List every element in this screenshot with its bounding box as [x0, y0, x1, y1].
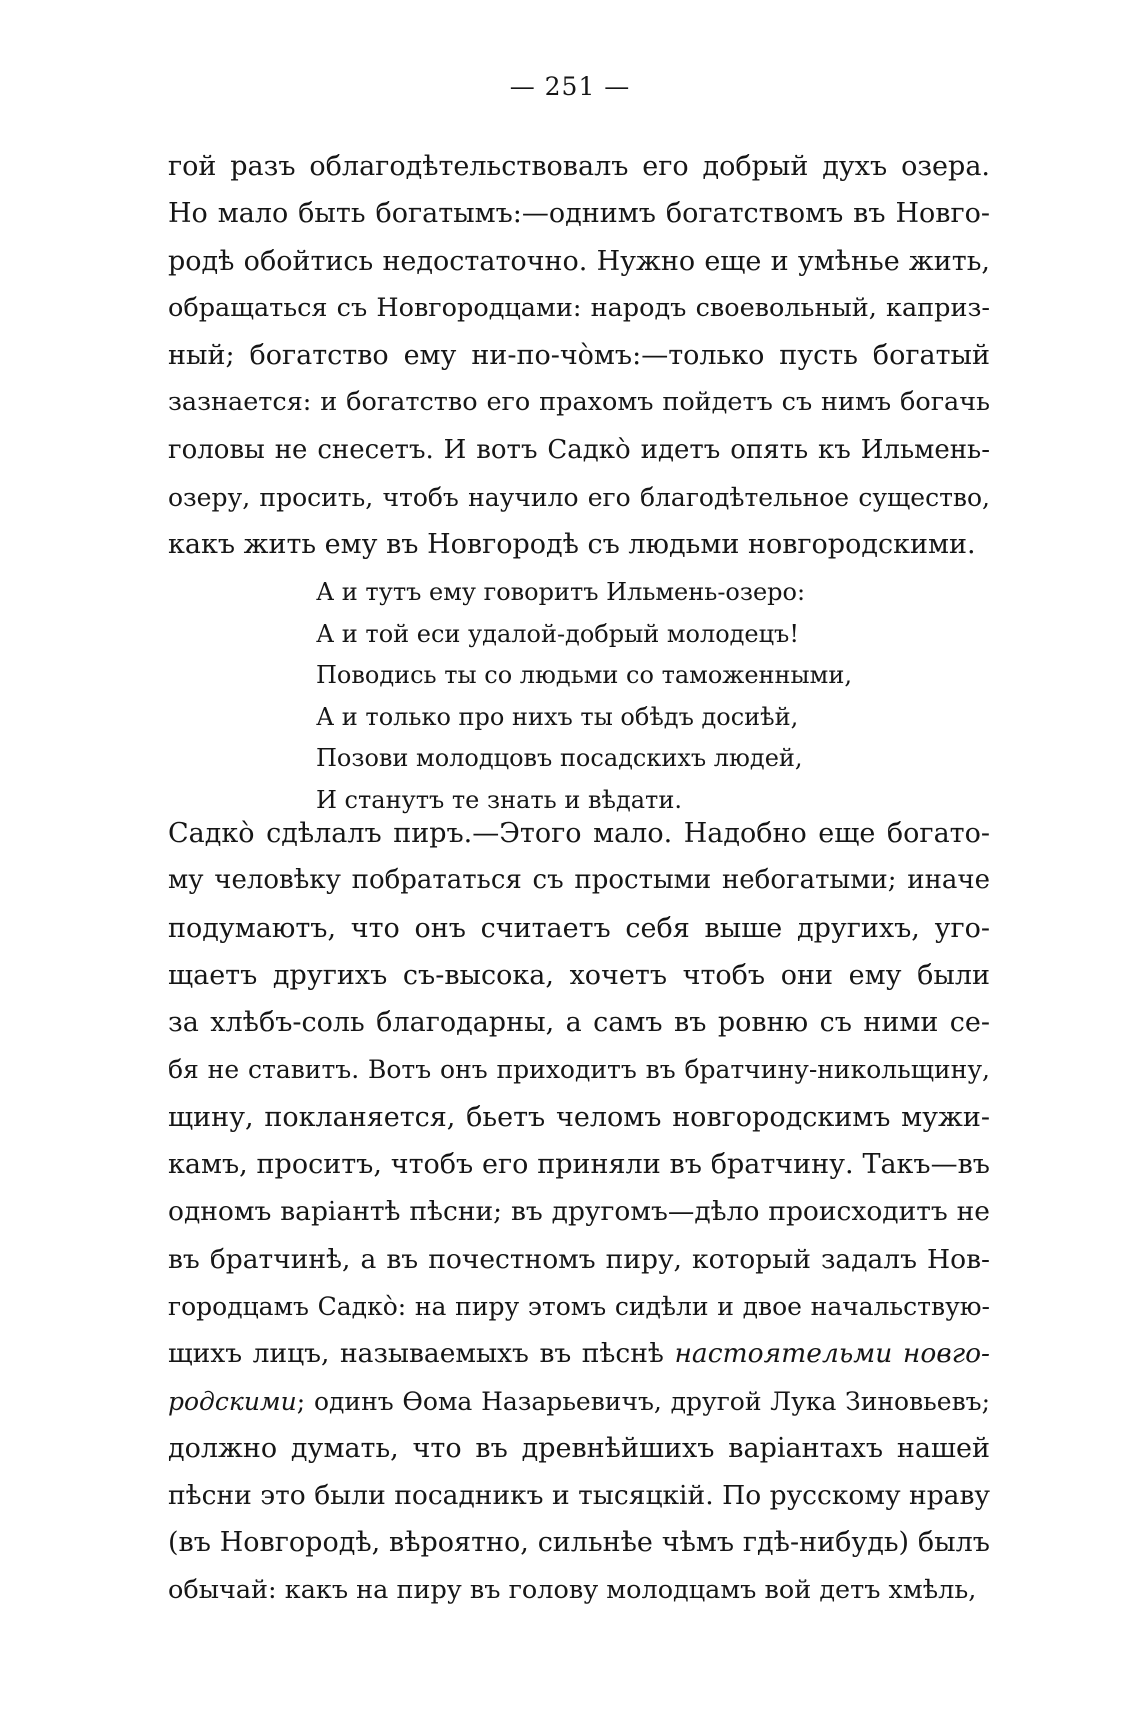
text-segment: ; одинъ Ѳома Назарьевичъ, другой Лука Зиновьевъ; [296, 1386, 990, 1416]
text-line [168, 1378, 990, 1425]
text-line: должно думать, что въ древнѣйшихъ варіантахъ нашей [168, 1432, 990, 1464]
text-line: озеру, просить, чтобъ научило его благодѣтельное существо, [168, 483, 990, 513]
text-line: за хлѣбъ-соль благодарны, а самъ въ ровню съ ними се- [168, 1007, 990, 1039]
text-line: пѣсни это были посадникъ и тысяцкій. По русскому нраву [168, 1480, 990, 1512]
text-line: головы не снесетъ. И вотъ Садко̀ идетъ опять къ Ильмень- [168, 434, 990, 465]
text-line: камъ, проситъ, чтобъ его приняли въ братчину. Такъ—въ [168, 1149, 990, 1181]
text-line: городцамъ Садко̀: на пиру этомъ сидѣли и двое начальствую- [168, 1291, 990, 1321]
text-line: обычай: какъ на пиру въ голову молодцамъ вой детъ хмѣль, [168, 1574, 977, 1605]
text-line: какъ жить ему въ Новгородѣ съ людьми новгородскими. [168, 529, 976, 561]
text-line: бя не ставитъ. Вотъ онъ приходитъ въ братчину-никольщину, [168, 1055, 990, 1085]
text-line: (въ Новгородѣ, вѣроятно, сильнѣе чѣмъ гдѣ-нибудь) былъ [168, 1527, 990, 1559]
paragraph-2 [168, 810, 990, 1614]
text-line: подумаютъ, что онъ считаетъ себя выше другихъ, уго- [168, 912, 990, 944]
verse-line: Позови молодцовъ посадскихъ людей, [316, 744, 803, 773]
verse-line: И станутъ те знать и вѣдати. [316, 785, 682, 814]
text-segment: щихъ лицъ, называемыхъ въ пѣснѣ [168, 1338, 675, 1370]
text-line: родѣ обойтись недостаточно. Нужно еще и умѣнье жить, [168, 245, 990, 277]
text-line: зазнается: и богатство его прахомъ пойдетъ съ нимъ богачь [168, 387, 990, 418]
verse-quote [316, 572, 876, 822]
text-line: въ братчинѣ, а въ почестномъ пиру, который задалъ Нов- [168, 1243, 990, 1275]
text-line: обращаться съ Новгородцами: народъ своевольный, каприз- [168, 292, 990, 323]
italic-term: настоятельми новго- [674, 1338, 991, 1370]
verse-line: А и тутъ ему говоритъ Ильмень-озеро: [316, 578, 806, 606]
verse-line: А и той еси удалой-добрый молодецъ! [316, 619, 799, 648]
text-line: щину, покланяется, бьетъ челомъ новгородскимъ мужи- [168, 1101, 990, 1133]
text-line: гой разъ облагодѣтельствовалъ его добрый духъ озера. [168, 151, 990, 182]
italic-term: родскими [168, 1386, 297, 1416]
text-line: одномъ варіантѣ пѣсни; въ другомъ—дѣло происходитъ не [168, 1196, 990, 1228]
page-number: — 251 — [509, 72, 631, 101]
text-line: щаетъ другихъ съ-высока, хочетъ чтобъ они ему были [168, 959, 990, 991]
verse-line: А и только про нихъ ты обѣдъ досиѣй, [316, 702, 799, 731]
text-line: Садко̀ сдѣлалъ пиръ.—Этого мало. Надобно еще богато- [168, 818, 990, 849]
text-line: Но мало быть богатымъ:—однимъ богатствомъ въ Новго- [168, 198, 990, 230]
text-line: ный; богатство ему ни-по-чо̀мъ:—только пусть богатый [168, 340, 990, 372]
verse-line: Поводись ты со людьми со таможенными, [316, 661, 852, 690]
text-line: му человѣку побрататься съ простыми небогатыми; иначе [168, 865, 990, 896]
paragraph-1 [168, 143, 990, 569]
text-line [168, 1330, 990, 1377]
